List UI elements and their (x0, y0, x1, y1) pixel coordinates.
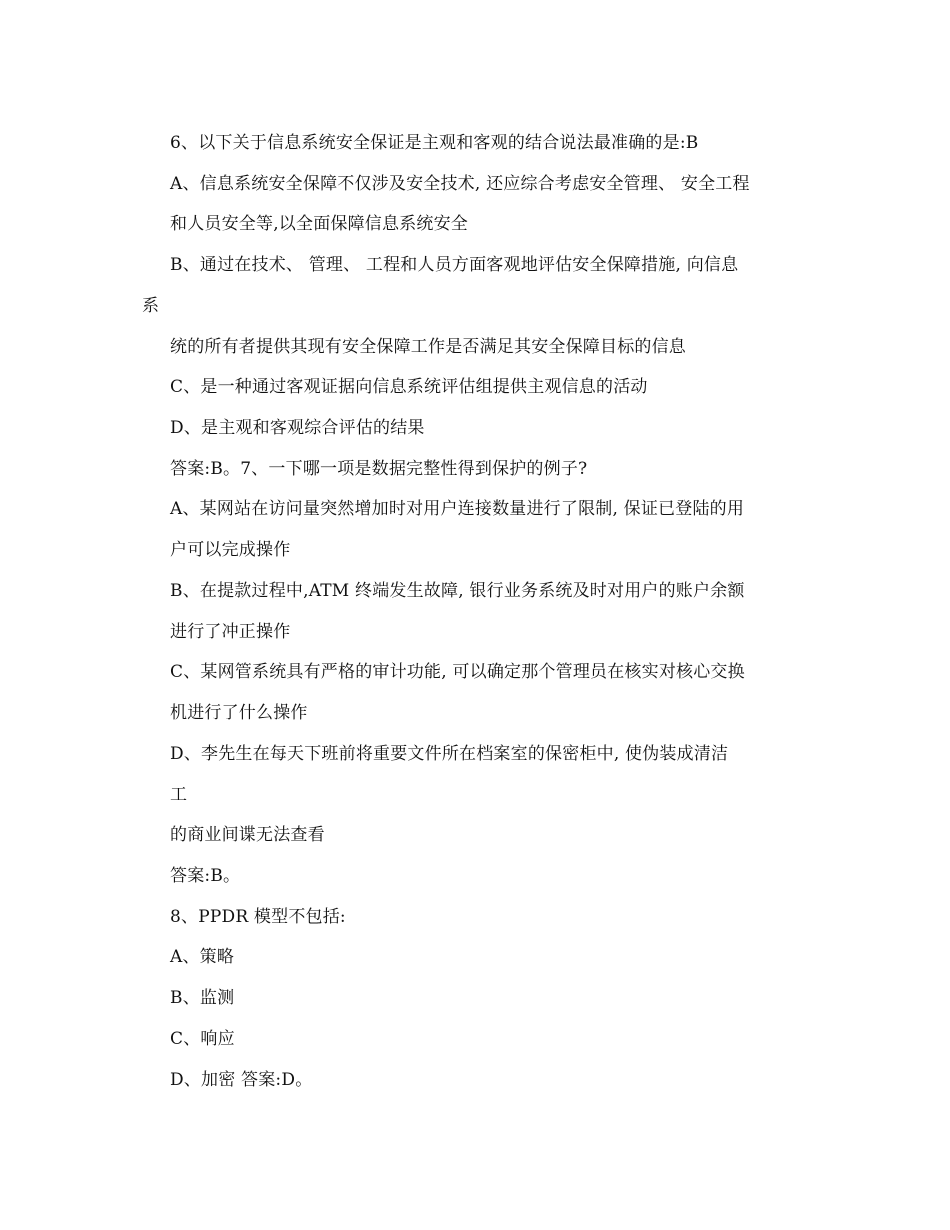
question-8-option-d-and-answer: D、加密 答案:D。 (170, 1070, 313, 1090)
question-6-option-b: B、通过在技术、 管理、 工程和人员方面客观地评估安全保障措施, 向信息 (170, 255, 739, 275)
question-8-option-a: A、策略 (170, 947, 235, 967)
question-7-option-d-wrap: 工 (170, 785, 188, 805)
question-7-option-c: C、某网管系统具有严格的审计功能, 可以确定那个管理员在核实对核心交换 (170, 662, 745, 682)
question-7-option-d: D、李先生在每天下班前将重要文件所在档案室的保密柜中, 使伪装成清洁 (170, 744, 729, 764)
answer-7: 答案:B。 (170, 866, 241, 886)
question-7-option-a: A、某网站在访问量突然增加时对用户连接数量进行了限制, 保证已登陆的用 (170, 499, 745, 519)
question-6-option-a: A、信息系统安全保障不仅涉及安全技术, 还应综合考虑安全管理、 安全工程 (170, 174, 750, 194)
question-6-option-a-cont: 和人员安全等,以全面保障信息系统安全 (170, 214, 469, 234)
question-7-option-b: B、在提款过程中,ATM 终端发生故障, 银行业务系统及时对用户的账户余额 (170, 581, 745, 601)
question-6-option-b-wrap: 系 (142, 296, 160, 316)
question-7-option-c-cont: 机进行了什么操作 (170, 703, 308, 723)
question-7-option-b-cont: 进行了冲正操作 (170, 622, 291, 642)
question-8-option-c: C、响应 (170, 1029, 235, 1049)
question-7-option-d-cont: 的商业间谍无法查看 (170, 825, 325, 845)
question-6-option-b-cont: 统的所有者提供其现有安全保障工作是否满足其安全保障目标的信息 (170, 337, 686, 357)
question-6-option-c: C、是一种通过客观证据向信息系统评估组提供主观信息的活动 (170, 377, 648, 397)
question-6-text: 6、以下关于信息系统安全保证是主观和客观的结合说法最准确的是:B (170, 133, 699, 153)
question-8-text: 8、PPDR 模型不包括: (170, 907, 346, 927)
answer-6-and-question-7: 答案:B。7、一下哪一项是数据完整性得到保护的例子? (170, 459, 588, 479)
question-6-option-d: D、是主观和客观综合评估的结果 (170, 418, 425, 438)
question-8-option-b: B、监测 (170, 988, 235, 1008)
question-7-option-a-cont: 户可以完成操作 (170, 540, 291, 560)
